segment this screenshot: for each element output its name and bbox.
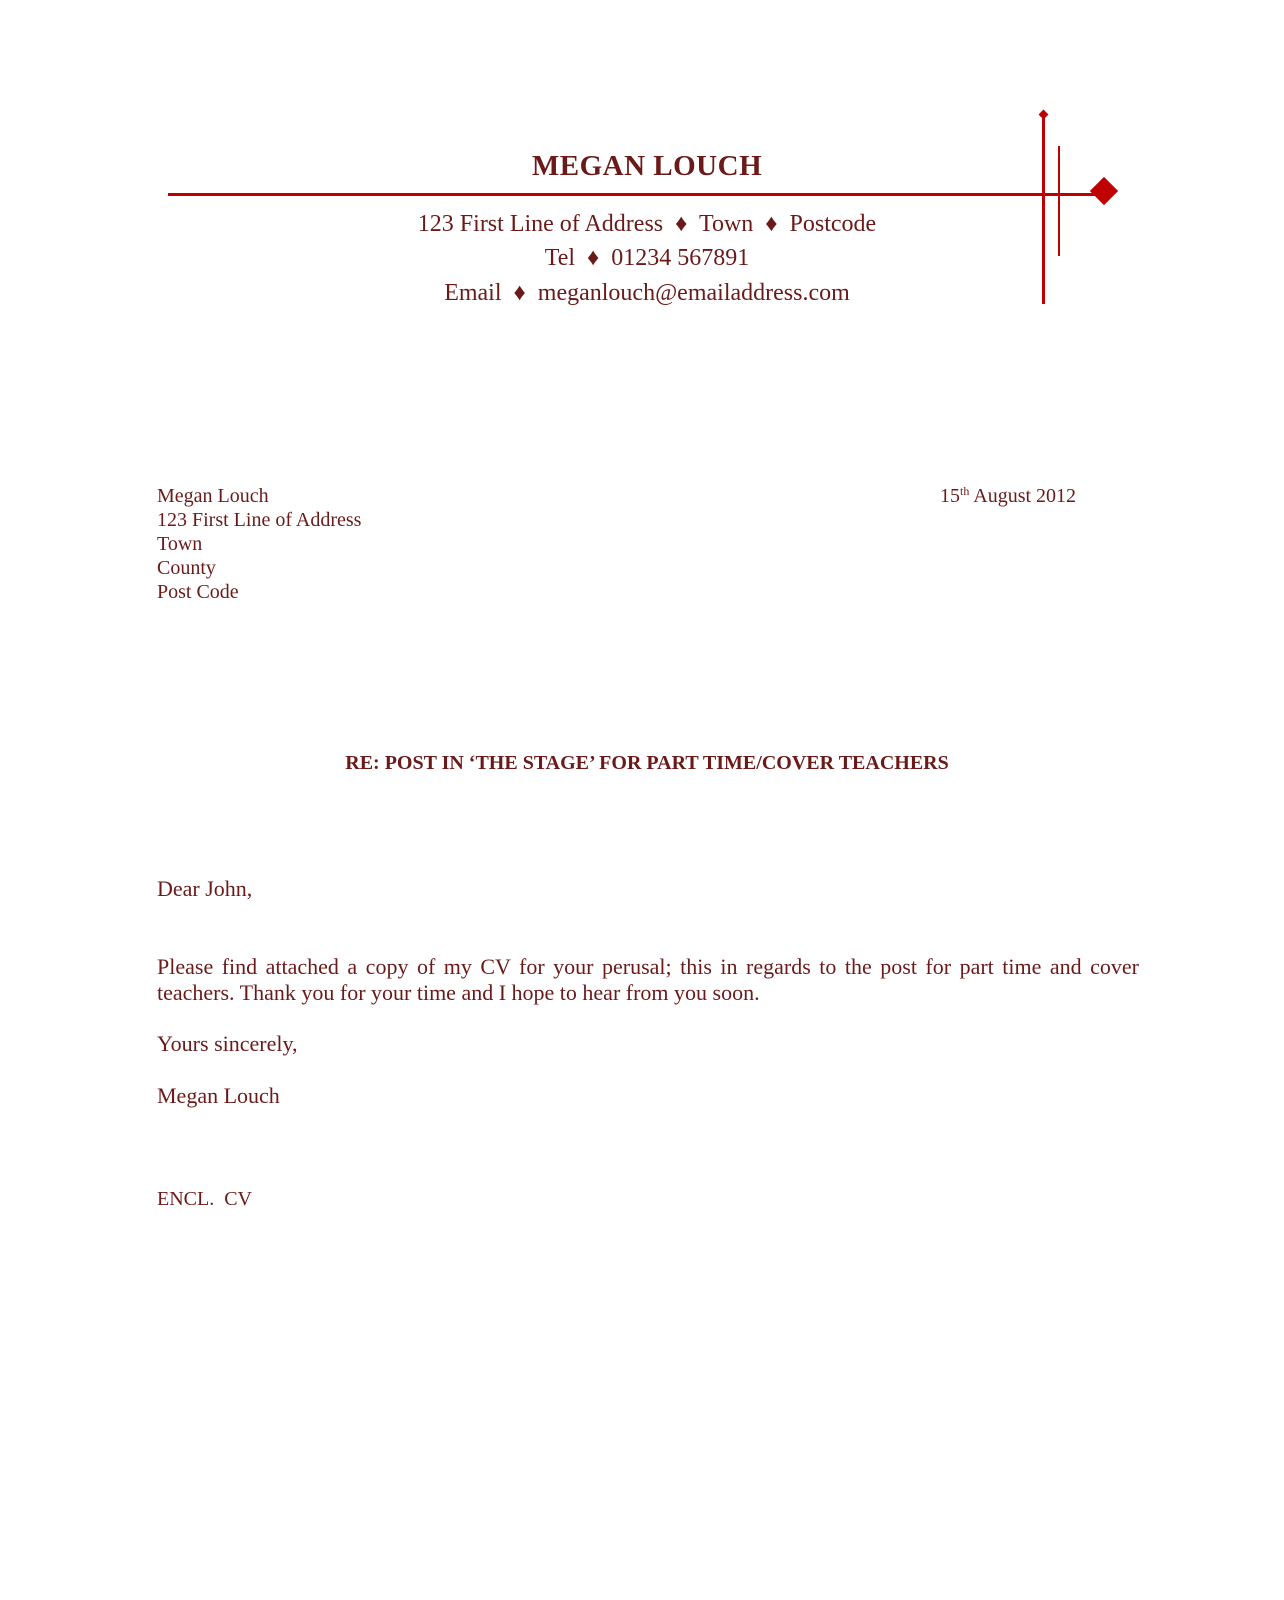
header-tel-label: Tel [544,245,576,271]
diamond-separator-icon: ♦ [587,245,600,271]
header-address-postcode: Postcode [789,211,877,237]
letter-subject: RE: POST IN ‘THE STAGE’ FOR PART TIME/COVER TEACHERS [345,752,949,774]
header-email-line [168,277,1126,309]
header-email-label: Email [444,280,502,306]
body-paragraph: Please find attached a copy of my CV for your perusal; this in regards to the post for part time and cover teachers. Thank you for your time and I hope to hear from you soon. [157,954,1139,1005]
header-tel-number: 01234 567891 [611,245,750,271]
salutation: Dear John, [157,876,253,901]
header-tel-line [168,242,1126,274]
date-day: 15 [940,485,960,507]
diamond-separator-icon: ♦ [513,280,526,306]
diamond-separator-icon: ♦ [675,211,688,237]
enclosure-note: ENCL. CV [157,1188,252,1210]
signature-name: Megan Louch [157,1083,280,1108]
diamond-small-ornament-icon [1039,110,1049,120]
sender-address [157,484,361,604]
sender-address-line: County [157,557,216,579]
sender-address-line: Post Code [157,581,239,603]
header-email-address: meganlouch@emailaddress.com [537,280,850,306]
date-suffix: th [960,484,970,498]
header-address-line [168,208,1126,240]
date-month-year: August 2012 [973,485,1077,507]
sender-address-line: Megan Louch [157,485,269,507]
letter-date [940,484,1076,508]
diamond-separator-icon: ♦ [765,211,778,237]
header-address-town: Town [698,211,754,237]
header-horizontal-rule [168,193,1103,196]
sender-address-line: 123 First Line of Address [157,509,362,531]
header-name: MEGAN LOUCH [531,150,763,182]
closing: Yours sincerely, [157,1031,298,1056]
sender-address-line: Town [157,533,203,555]
header-address-street: 123 First Line of Address [417,211,664,237]
